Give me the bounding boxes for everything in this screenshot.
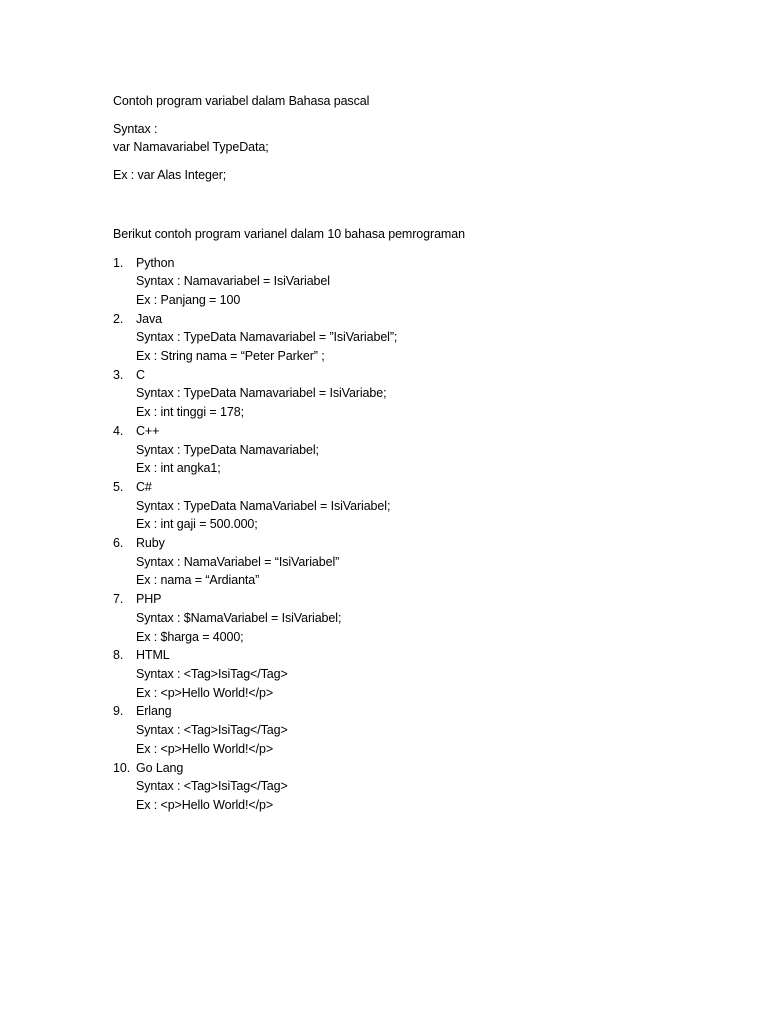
list-item-number: 5. xyxy=(113,479,124,494)
language-example: Ex : Panjang = 100 xyxy=(136,292,241,307)
document-body xyxy=(113,92,713,815)
language-name: Java xyxy=(136,311,163,326)
language-syntax: Syntax : TypeData Namavariabel = IsiVariabe; xyxy=(136,386,387,401)
intro-paragraph: Berikut contoh program varianel dalam 10 bahasa pemrograman xyxy=(113,226,465,241)
list-item-number: 4. xyxy=(113,423,124,438)
spacer xyxy=(113,111,713,120)
language-name: HTML xyxy=(136,648,170,663)
language-example: Ex : String nama = “Peter Parker” ; xyxy=(136,349,325,364)
list-item xyxy=(113,646,713,702)
list-item-number: 2. xyxy=(113,311,124,326)
language-name: C xyxy=(136,367,145,382)
list-item xyxy=(113,310,713,366)
language-syntax: Syntax : TypeData Namavariabel; xyxy=(136,442,319,457)
language-example: Ex : nama = “Ardianta” xyxy=(136,573,260,588)
language-syntax: Syntax : TypeData Namavariabel = ”IsiVariabel”; xyxy=(136,330,398,345)
list-item xyxy=(113,366,713,422)
list-item-number: 7. xyxy=(113,592,124,607)
list-item xyxy=(113,590,713,646)
spacer xyxy=(113,244,713,254)
language-example: Ex : <p>Hello World!</p> xyxy=(136,797,274,812)
language-name: C++ xyxy=(136,423,160,438)
language-example: Ex : <p>Hello World!</p> xyxy=(136,741,274,756)
language-syntax: Syntax : <Tag>IsiTag</Tag> xyxy=(136,723,288,738)
list-item xyxy=(113,534,713,590)
language-name: Python xyxy=(136,255,175,270)
list-item xyxy=(113,422,713,478)
list-item-number: 6. xyxy=(113,536,124,551)
language-syntax: Syntax : $NamaVariabel = IsiVariabel; xyxy=(136,610,342,625)
list-item xyxy=(113,702,713,758)
list-item-number: 9. xyxy=(113,704,124,719)
list-item-number: 1. xyxy=(113,255,124,270)
language-example: Ex : <p>Hello World!</p> xyxy=(136,685,274,700)
syntax-label: Syntax : xyxy=(113,121,158,136)
list-item xyxy=(113,759,713,815)
list-item-number: 10. xyxy=(113,760,131,775)
language-example: Ex : int tinggi = 178; xyxy=(136,405,244,420)
language-example: Ex : int angka1; xyxy=(136,461,221,476)
language-name: Ruby xyxy=(136,536,165,551)
language-name: Go Lang xyxy=(136,760,184,775)
language-list xyxy=(113,254,713,815)
language-syntax: Syntax : <Tag>IsiTag</Tag> xyxy=(136,666,288,681)
language-example: Ex : $harga = 4000; xyxy=(136,629,244,644)
language-syntax: Syntax : Namavariabel = IsiVariabel xyxy=(136,274,330,289)
language-syntax: Syntax : <Tag>IsiTag</Tag> xyxy=(136,779,288,794)
language-name: C# xyxy=(136,479,152,494)
list-item-number: 3. xyxy=(113,367,124,382)
spacer xyxy=(113,157,713,166)
language-name: PHP xyxy=(136,592,162,607)
language-example: Ex : int gaji = 500.000; xyxy=(136,517,258,532)
list-item xyxy=(113,478,713,534)
language-syntax: Syntax : NamaVariabel = “IsiVariabel” xyxy=(136,554,340,569)
spacer xyxy=(113,185,713,225)
document-title: Contoh program variabel dalam Bahasa pascal xyxy=(113,94,370,108)
language-name: Erlang xyxy=(136,704,172,719)
list-item xyxy=(113,254,713,310)
language-syntax: Syntax : TypeData NamaVariabel = IsiVariabel; xyxy=(136,498,391,513)
syntax-line: var Namavariabel TypeData; xyxy=(113,140,269,155)
example-line: Ex : var Alas Integer; xyxy=(113,168,227,183)
list-item-number: 8. xyxy=(113,648,124,663)
